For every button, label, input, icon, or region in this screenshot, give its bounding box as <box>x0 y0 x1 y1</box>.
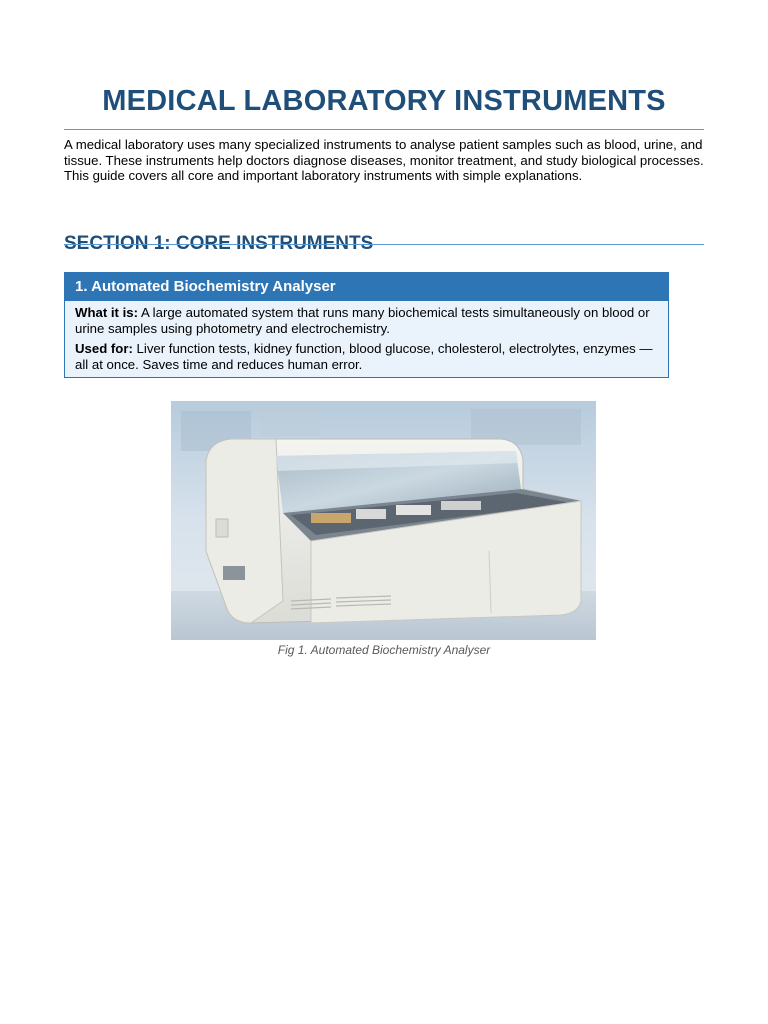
used-for-line <box>75 341 658 372</box>
figure-caption: Fig 1. Automated Biochemistry Analyser <box>277 643 491 657</box>
what-it-is-text: A large automated system that runs many biochemical tests simultaneously on blood or urine samples using photometry and electrochemistry. <box>75 305 650 336</box>
title-divider <box>64 129 704 130</box>
used-for-text: Liver function tests, kidney function, blood glucose, cholesterol, electrolytes, enzymes — all at once. Saves time and reduces human error. <box>75 341 653 372</box>
page-title: MEDICAL LABORATORY INSTRUMENTS <box>102 85 666 118</box>
used-for-label: Used for: <box>75 341 133 357</box>
instrument-card-body <box>65 301 668 372</box>
instrument-card-header: 1. Automated Biochemistry Analyser <box>65 273 668 301</box>
intro-paragraph: A medical laboratory uses many specialized instruments to analyse patient samples such as blood, urine, and tissue. These instruments help doctors diagnose diseases, monitor treatment, and study biological processes. This guide covers all core and important laboratory instruments with simple explanations. <box>64 137 704 184</box>
what-it-is-label: What it is: <box>75 305 139 320</box>
analyser-figure <box>171 401 596 640</box>
section-divider <box>64 244 704 245</box>
biochemistry-analyser-photo-icon <box>171 401 596 640</box>
section-heading: SECTION 1: CORE INSTRUMENTS <box>64 232 374 254</box>
instrument-card <box>64 272 669 378</box>
what-it-is-line <box>75 305 658 336</box>
